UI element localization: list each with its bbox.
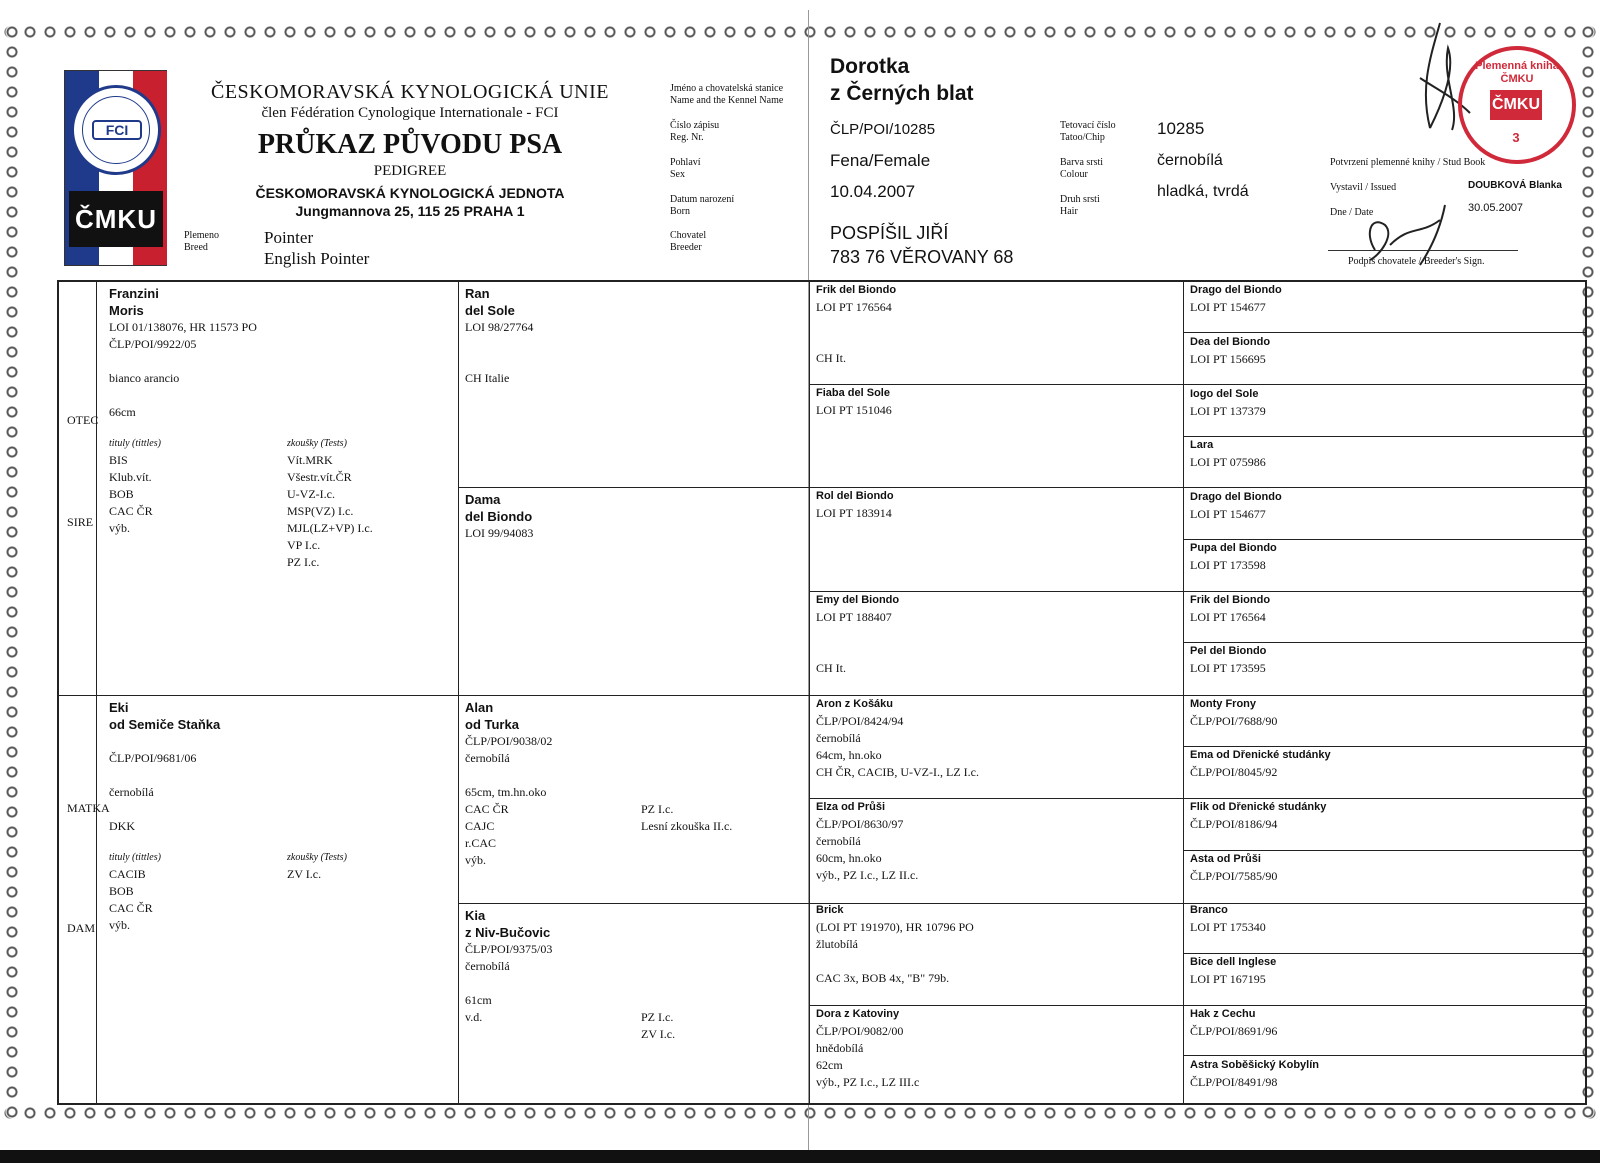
stamp-logo: ČMKU xyxy=(1490,90,1542,120)
sex-label-en: Sex xyxy=(670,169,685,180)
dam-cell: Eki od Semiče Staňka ČLP/POI/9681/06 černobílá DKK tituly (tittles) CACIB BOB CAC ČR výb. zkoušky (Tests) ZV I.c. xyxy=(109,700,347,932)
breeder-sign-label: Podpis chovatele / Breeder's Sign. xyxy=(1348,256,1485,267)
breeder-label-en: Breeder xyxy=(670,242,702,253)
issuer-name: ČESKOMORAVSKÁ KYNOLOGICKÁ JEDNOTA xyxy=(255,185,565,201)
gen4-cell-6: Pupa del Biondo LOI PT 173598 xyxy=(1190,542,1277,572)
gen4-cell-1: Drago del Biondo LOI PT 154677 xyxy=(1190,284,1282,314)
breed-value-2: English Pointer xyxy=(264,249,370,268)
fci-text: FCI xyxy=(92,120,142,140)
born-label-en: Born xyxy=(670,206,690,217)
gen3-cell-2: Fiaba del Sole LOI PT 151046 xyxy=(816,387,892,417)
breed-label-en: Breed xyxy=(184,242,208,253)
gen3-cell-7: Brick (LOI PT 191970), HR 10796 PO žlutobílá CAC 3x, BOB 4x, "B" 79b. xyxy=(816,904,974,985)
sire-cell: Franzini Moris LOI 01/138076, HR 11573 PO ČLP/POI/9922/05 bianco arancio 66cm tituly (tittles) BIS Klub.vít. BOB CAC ČR výb. zkoušky (Tests) Vít.MRK Všestr.vít.ČR U-VZ-I.c. MSP(VZ) I.c. MJL(LZ+VP) I.c. VP I.c. PZ I.c. xyxy=(109,286,373,569)
studbook-stamp xyxy=(1458,46,1576,164)
gen4-cell-12: Asta od Průši ČLP/POI/7585/90 xyxy=(1190,853,1278,883)
scan-edge xyxy=(0,1150,1600,1163)
tattoo-label-en: Tatoo/Chip xyxy=(1060,132,1105,143)
cmku-logo-text: ČMKU xyxy=(69,191,163,247)
gen4-cell-9: Monty Frony ČLP/POI/7688/90 xyxy=(1190,698,1278,728)
ornamental-border-bottom xyxy=(0,1103,1600,1123)
gen4-cell-16: Astra Soběšický Kobylín ČLP/POI/8491/98 xyxy=(1190,1059,1319,1089)
breeder-signature xyxy=(1350,195,1460,275)
side-label-sire: SIRE xyxy=(67,515,94,529)
gen4-cell-4: Lara LOI PT 075986 xyxy=(1190,439,1266,469)
issued-label: Vystavil / Issued xyxy=(1330,182,1397,193)
gen4-cell-3: Iogo del Sole LOI PT 137379 xyxy=(1190,388,1266,418)
breeder-name: POSPÍŠIL JIŘÍ xyxy=(830,223,949,243)
colour-value: černobílá xyxy=(1157,152,1223,169)
dam-sire-cell: Alan od Turka ČLP/POI/9038/02 černobílá 65cm, tm.hn.oko CAC ČR CAJC r.CAC výb. PZ I.c. Lesní zkouška II.c. xyxy=(465,700,733,867)
dog-reg-value: ČLP/POI/10285 xyxy=(830,121,936,138)
issuer-address: Jungmannova 25, 115 25 PRAHA 1 xyxy=(295,203,525,219)
gen3-cell-1: Frik del Biondo LOI PT 176564 CH It. xyxy=(816,284,897,365)
name-label-cz: Jméno a chovatelská stanice xyxy=(670,83,784,94)
breed-value-1: Pointer xyxy=(264,228,314,247)
stamp-number: 3 xyxy=(1512,130,1520,145)
tattoo-label-cz: Tetovací číslo xyxy=(1060,120,1116,131)
breeder-address: 783 76 VĚROVANY 68 xyxy=(830,247,1014,267)
name-label-en: Name and the Kennel Name xyxy=(670,95,784,106)
gen4-cell-8: Pel del Biondo LOI PT 173595 xyxy=(1190,645,1267,675)
gen4-cell-2: Dea del Biondo LOI PT 156695 xyxy=(1190,336,1271,366)
fci-cmku-logo xyxy=(64,70,167,266)
fci-emblem xyxy=(71,85,161,175)
breed-label-cz: Plemeno xyxy=(184,230,219,241)
gen4-cell-10: Ema od Dřenické studánky ČLP/POI/8045/92 xyxy=(1190,749,1331,779)
hair-label-en: Hair xyxy=(1060,206,1078,217)
dog-sex-value: Fena/Female xyxy=(830,151,931,170)
hair-value: hladká, tvrdá xyxy=(1157,183,1249,200)
gen4-cell-5: Drago del Biondo LOI PT 154677 xyxy=(1190,491,1282,521)
issued-value: DOUBKOVÁ Blanka xyxy=(1468,180,1562,191)
gen4-cell-14: Bice dell Inglese LOI PT 167195 xyxy=(1190,956,1277,986)
colour-label-en: Colour xyxy=(1060,169,1088,180)
stamp-text: Plemenná kniha ČMKU xyxy=(1475,60,1559,85)
side-label-otec: OTEC xyxy=(67,413,99,427)
doc-title: PRŮKAZ PŮVODU PSA xyxy=(257,129,563,160)
ornamental-border-top xyxy=(0,22,1600,42)
gen4-cell-13: Branco LOI PT 175340 xyxy=(1190,904,1266,934)
doc-subtitle: PEDIGREE xyxy=(373,163,447,179)
breeder-label-cz: Chovatel xyxy=(670,230,707,241)
studbook-label: Potvrzení plemenné knihy / Stud Book xyxy=(1330,157,1486,168)
sire-dam-cell: Dama del Biondo LOI 99/94083 xyxy=(465,492,534,540)
side-label-dam: DAM xyxy=(67,921,96,935)
gen4-cell-11: Flik od Dřenické studánky ČLP/POI/8186/94 xyxy=(1190,801,1327,831)
gen3-cell-6: Elza od Průši ČLP/POI/8630/97 černobílá 60cm, hn.oko výb., PZ I.c., LZ II.c. xyxy=(816,801,919,882)
gen3-cell-8: Dora z Katoviny ČLP/POI/9082/00 hnědobílá 62cm výb., PZ I.c., LZ III.c xyxy=(816,1008,920,1089)
dog-name-line-2: z Černých blat xyxy=(830,82,974,105)
pedigree-table xyxy=(57,280,1587,1105)
ornamental-border-left xyxy=(2,22,22,1122)
date-label: Dne / Date xyxy=(1330,207,1374,218)
reg-label-cz: Číslo zápisu xyxy=(670,120,720,131)
tattoo-value: 10285 xyxy=(1157,119,1205,138)
colour-label-cz: Barva srsti xyxy=(1060,157,1104,168)
gen3-cell-4: Emy del Biondo LOI PT 188407 CH It. xyxy=(816,594,900,675)
hair-label-cz: Druh srsti xyxy=(1060,194,1100,205)
gen4-cell-7: Frik del Biondo LOI PT 176564 xyxy=(1190,594,1271,624)
sire-sire-cell: Ran del Sole LOI 98/27764 CH Italie xyxy=(465,286,534,385)
date-value: 30.05.2007 xyxy=(1468,202,1524,214)
side-label-matka: MATKA xyxy=(67,801,110,815)
org-name: ČESKOMORAVSKÁ KYNOLOGICKÁ UNIE xyxy=(211,81,609,103)
dog-name-line-1: Dorotka xyxy=(830,55,910,78)
born-label-cz: Datum narození xyxy=(670,194,735,205)
dam-dam-cell: Kia z Niv-Bučovic ČLP/POI/9375/03 černobílá 61cm v.d. PZ I.c. ZV I.c. xyxy=(465,908,676,1041)
reg-label-en: Reg. Nr. xyxy=(670,132,704,143)
fci-member: člen Fédération Cynologique Internationale - FCI xyxy=(261,105,559,121)
sex-label-cz: Pohlaví xyxy=(670,157,701,168)
dog-born-value: 10.04.2007 xyxy=(830,182,916,201)
gen4-cell-15: Hak z Cechu ČLP/POI/8691/96 xyxy=(1190,1008,1278,1038)
gen3-cell-3: Rol del Biondo LOI PT 183914 xyxy=(816,490,894,520)
gen3-cell-5: Aron z Košáku ČLP/POI/8424/94 černobílá 64cm, hn.oko CH ČR, CACIB, U-VZ-I., LZ I.c. xyxy=(816,698,979,779)
